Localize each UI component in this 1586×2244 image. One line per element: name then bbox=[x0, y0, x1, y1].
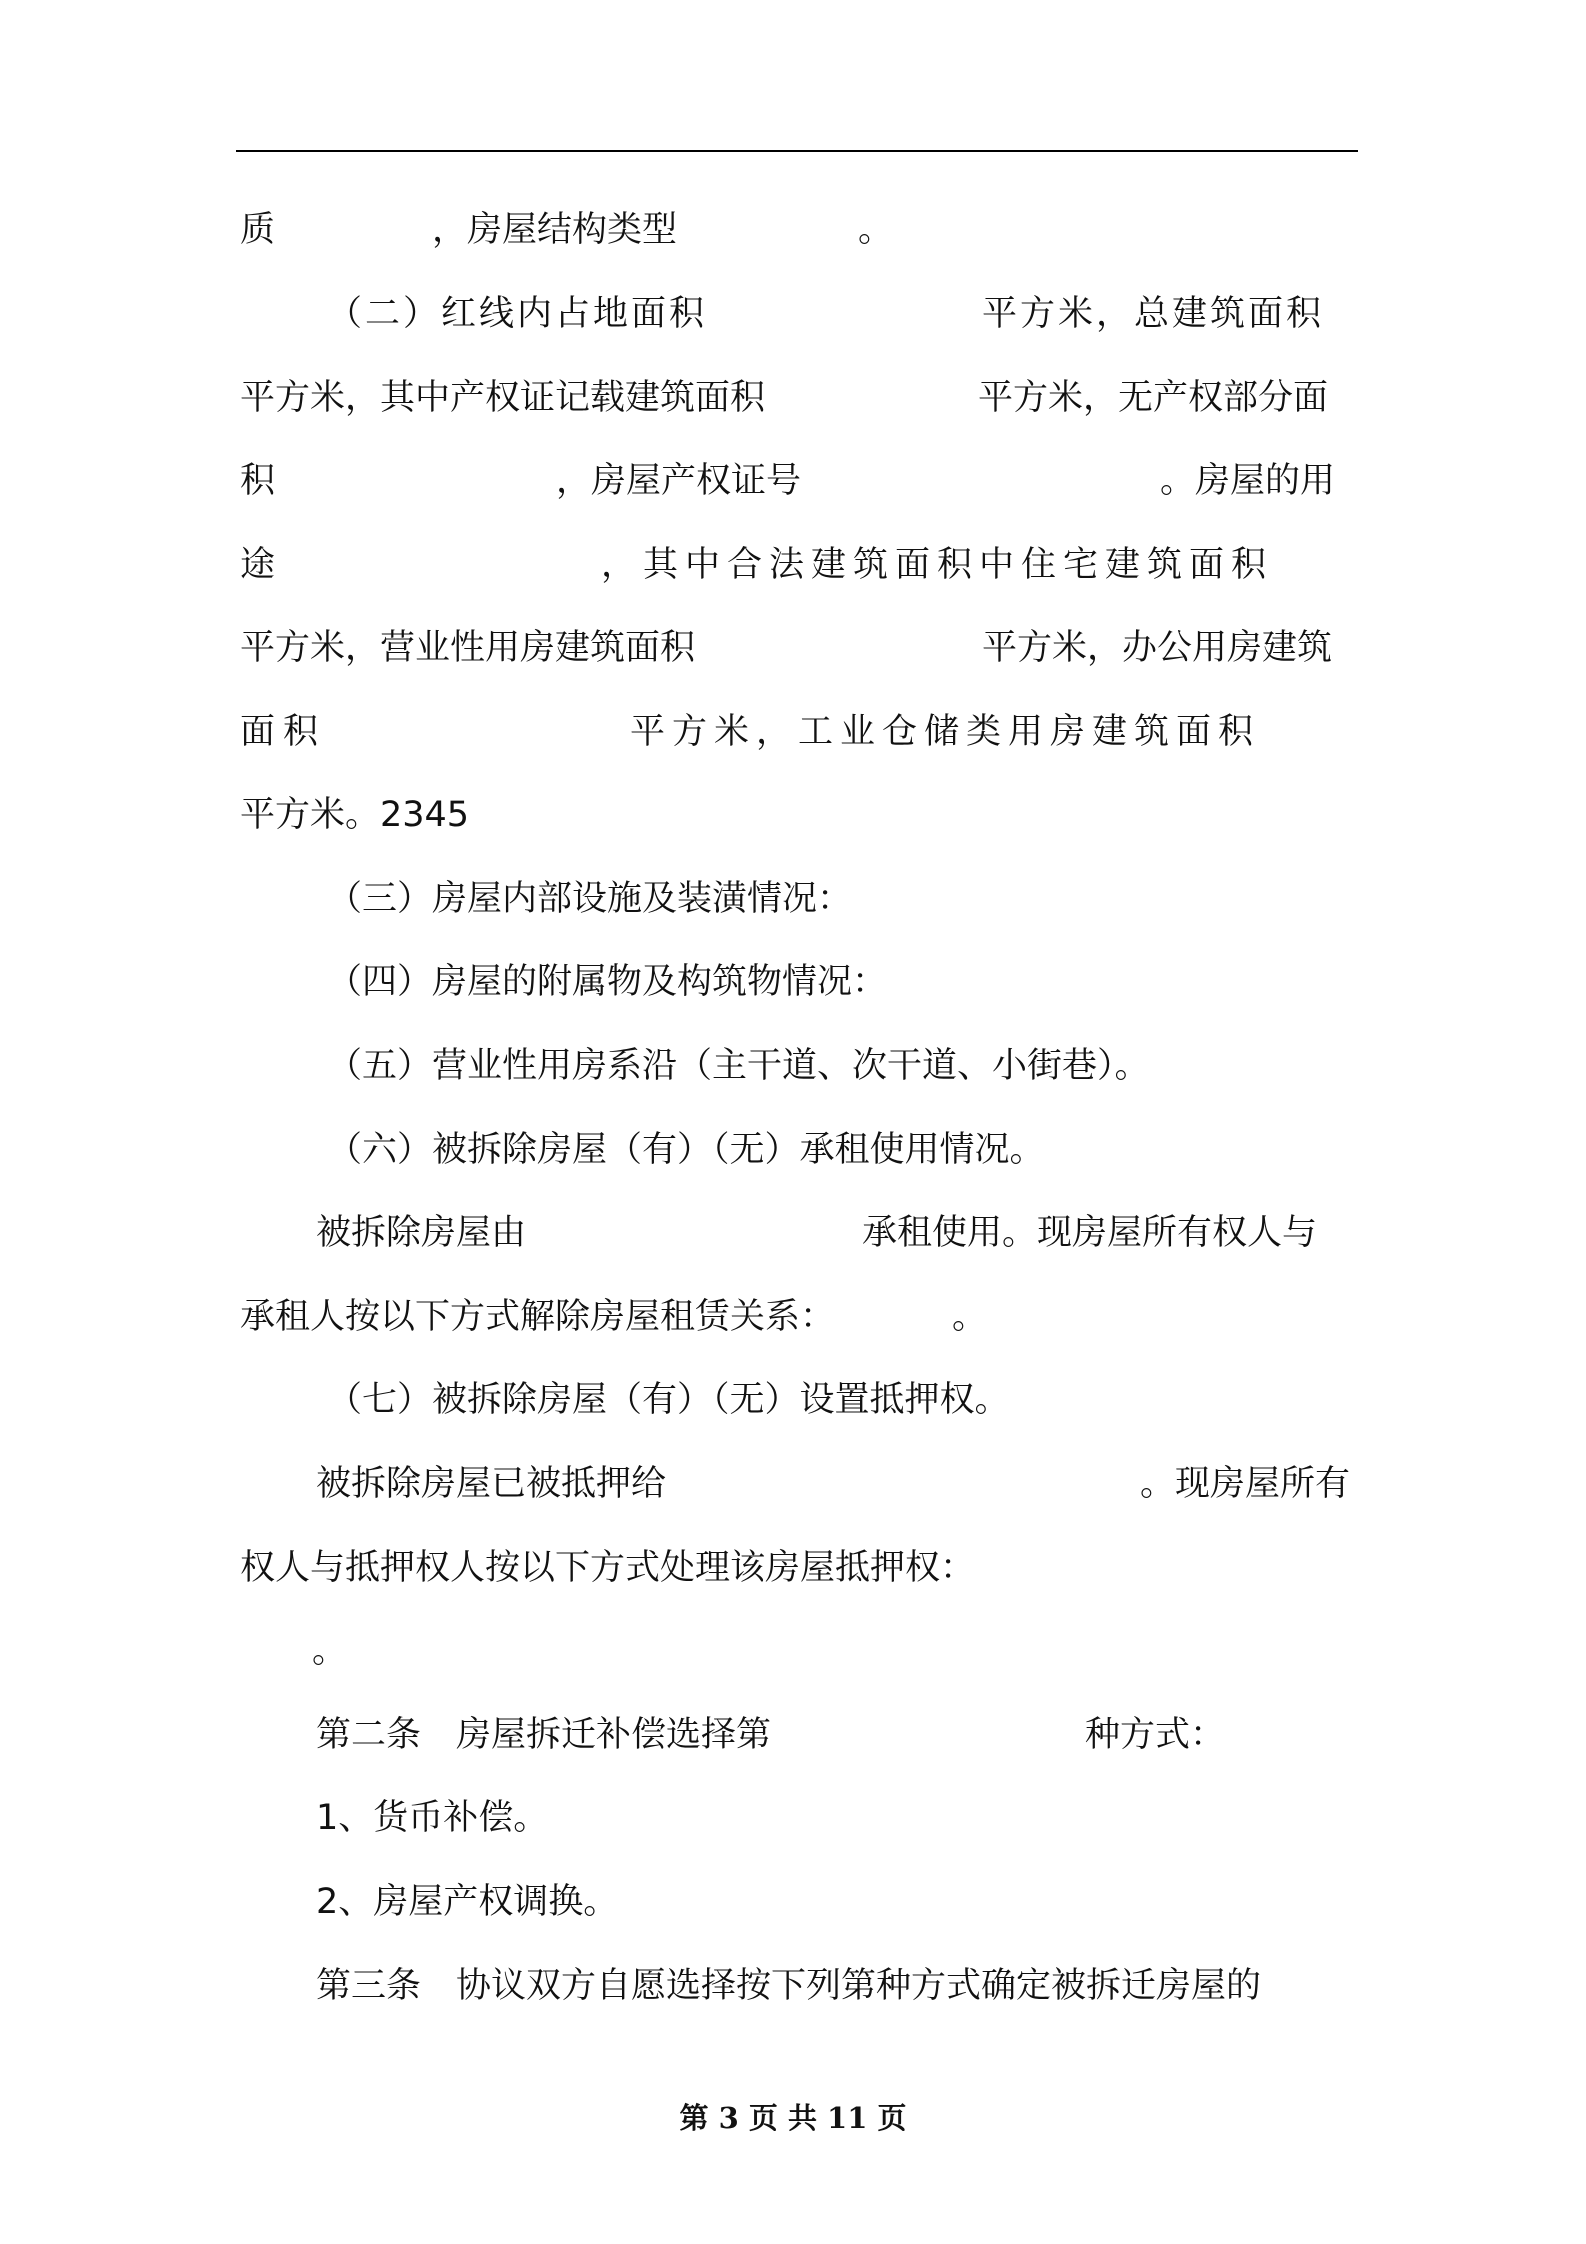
line-14-seg-2: 。 bbox=[952, 1297, 988, 1337]
line-1-seg-3: 。 bbox=[858, 210, 894, 250]
line-17: 权人与抵押权人按以下方式处理该房屋抵押权： bbox=[240, 1548, 976, 1588]
line-13-seg-1: 被拆除房屋由 bbox=[316, 1213, 527, 1253]
line-4-seg-1: 积 bbox=[240, 461, 276, 501]
line-18: 。 bbox=[312, 1631, 348, 1671]
line-22: 第三条 协议双方自愿选择按下列第种方式确定被拆迁房屋的 bbox=[316, 1966, 1262, 2006]
line-21: 2、房屋产权调换。 bbox=[316, 1882, 619, 1922]
line-5-seg-1: 途 bbox=[240, 545, 276, 585]
page-footer: 第 3 页 共 11 页 bbox=[679, 2101, 907, 2135]
line-19-seg-2: 种方式： bbox=[1085, 1715, 1226, 1755]
line-13-seg-2: 承租使用。现房屋所有权人与 bbox=[862, 1213, 1318, 1253]
line-4-seg-3: 。房屋的用 bbox=[1160, 461, 1336, 501]
line-12: （六）被拆除房屋（有）（无）承租使用情况。 bbox=[327, 1130, 1045, 1170]
header-rule bbox=[236, 150, 1358, 152]
line-2-seg-1: （二）红线内占地面积 bbox=[327, 294, 708, 334]
line-4-seg-2: ，房屋产权证号 bbox=[556, 461, 802, 501]
line-2-seg-2: 平方米，总建筑面积 bbox=[982, 294, 1325, 334]
line-1-seg-2: ，房屋结构类型 bbox=[432, 210, 678, 250]
line-14-seg-1: 承租人按以下方式解除房屋租赁关系： bbox=[240, 1297, 836, 1337]
line-15: （七）被拆除房屋（有）（无）设置抵押权。 bbox=[327, 1380, 1010, 1420]
line-7-seg-2: 平方米，工业仓储类用房建筑面积 bbox=[630, 712, 1261, 752]
line-1-seg-1: 质 bbox=[240, 210, 276, 250]
line-6-seg-2: 平方米，办公用房建筑 bbox=[982, 628, 1333, 668]
line-7-seg-1: 面积 bbox=[240, 712, 327, 752]
line-3-seg-2: 平方米，无产权部分面 bbox=[978, 378, 1329, 418]
line-5-seg-2: ，其中合法建筑面积中住宅建筑面积 bbox=[601, 545, 1274, 585]
line-11: （五）营业性用房系沿（主干道、次干道、小街巷）。 bbox=[327, 1046, 1150, 1086]
line-19-seg-1: 第二条 房屋拆迁补偿选择第 bbox=[316, 1715, 772, 1755]
line-8-seg-1: 平方米。2345 bbox=[240, 795, 470, 835]
line-20: 1、货币补偿。 bbox=[316, 1798, 549, 1838]
line-6-seg-1: 平方米，营业性用房建筑面积 bbox=[240, 628, 696, 668]
line-16-seg-2: 。现房屋所有 bbox=[1140, 1464, 1351, 1504]
line-9: （三）房屋内部设施及装潢情况： bbox=[327, 879, 853, 919]
line-3-seg-1: 平方米，其中产权证记载建筑面积 bbox=[240, 378, 766, 418]
line-16-seg-1: 被拆除房屋已被抵押给 bbox=[316, 1464, 667, 1504]
line-10: （四）房屋的附属物及构筑物情况： bbox=[327, 962, 888, 1002]
